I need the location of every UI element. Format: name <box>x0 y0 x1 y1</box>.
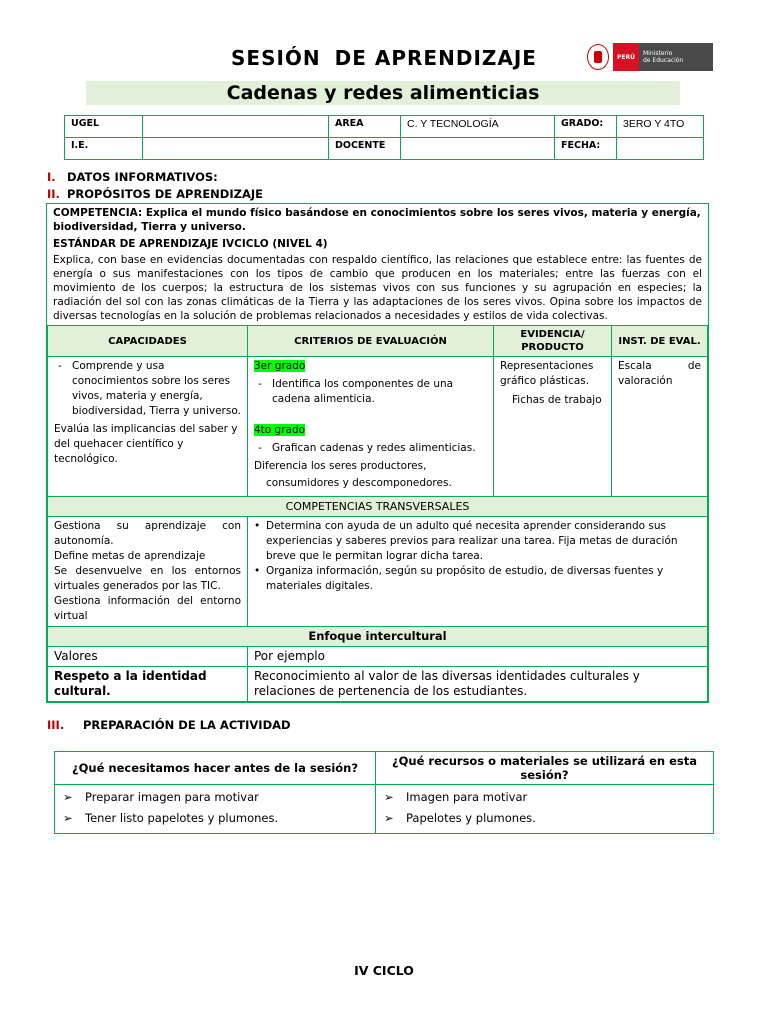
area-label: AREA <box>329 116 401 138</box>
transversales-left-cell <box>48 517 248 627</box>
header-inst: INST. DE EVAL. <box>612 326 708 357</box>
evidencia-cell <box>494 357 612 497</box>
prep-item: ➢ Preparar imagen para motivar <box>63 787 367 808</box>
criteria-table <box>47 325 708 702</box>
prep-col2-header: ¿Qué recursos o materiales se utilizará en esta sesión? <box>376 752 714 785</box>
criterios-cell <box>248 357 494 497</box>
ejemplo-text: Reconocimiento al valor de las diversas identidades culturales y relaciones de pertenencia de los estudiantes. <box>248 667 708 702</box>
transversales-title: COMPETENCIAS TRANSVERSALES <box>48 497 708 517</box>
prep-col1-header: ¿Qué necesitamos hacer antes de la sesión? <box>55 752 376 785</box>
fecha-value <box>617 138 704 160</box>
grade-label-3: 3er grado <box>254 360 306 372</box>
estandar-title: ESTÁNDAR DE APRENDIZAJE IVCICLO (NIVEL 4) <box>53 238 328 250</box>
prep-col2-items <box>376 785 714 834</box>
page-title: SESIÓN DE APRENDIZAJE <box>231 46 537 70</box>
prep-col1-items <box>55 785 376 834</box>
transversal-item: Gestiona su aprendizaje con autonomía. <box>54 520 241 547</box>
ugel-label: UGEL <box>65 116 143 138</box>
grado-label: GRADO: <box>555 116 617 138</box>
criterio-item: consumidores y descomponedores. <box>266 477 452 489</box>
coat-of-arms-icon <box>587 44 609 70</box>
competencia-text: COMPETENCIA: Explica el mundo físico basándose en conocimientos sobre los seres vivos, materia y energía, biodiversidad, Tierra y universo. <box>53 207 701 233</box>
capacidades-cell <box>48 357 248 497</box>
info-table <box>64 115 704 160</box>
transversal-item: Se desenvuelve en los entornos virtuales generados por las TIC. <box>54 565 241 592</box>
criterio-item: - Identifica los componentes de una cadena alimenticia. <box>254 377 487 407</box>
section-preparacion: III. PREPARACIÓN DE LA ACTIVIDAD <box>47 718 291 732</box>
estandar-text: Explica, con base en evidencias documentadas con respaldo científico, las relaciones que establece entre: las fuentes de energía o sus manifestaciones con los tipos de cambio que producen en los materiales; entre las fuerzas con el movimiento de los cuerpos; la estructura de los sistemas vivos con sus funciones y su agrupación en especies; la radiación del sol con las zonas climáticas de la Tierra y las adaptaciones de los seres vivos. Opina sobre los impactos de diversas tecnologías en la solución de problemas relacionados a necesidades y estilos de vida colectivas. <box>53 254 702 322</box>
docente-value <box>401 138 555 160</box>
prep-item: ➢ Tener listo papelotes y plumones. <box>63 808 367 829</box>
arrow-bullet-icon: ➢ <box>63 790 73 804</box>
ie-value <box>143 138 329 160</box>
criterio-item: - Grafican cadenas y redes alimenticias. <box>254 441 487 456</box>
fecha-label: FECHA: <box>555 138 617 160</box>
logo-ministry: Ministerio de Educación <box>639 43 713 71</box>
criterio-item: Diferencia los seres productores, <box>254 460 427 472</box>
arrow-bullet-icon: ➢ <box>63 811 73 825</box>
competencia-block <box>47 204 708 325</box>
transversal-item: Gestiona información del entorno virtual <box>54 595 241 622</box>
inst-cell: Escala de valoración <box>612 357 708 497</box>
footer-ciclo: IV CICLO <box>354 963 414 978</box>
docente-label: DOCENTE <box>329 138 401 160</box>
logo-country: PERÚ <box>613 43 639 71</box>
transversal-item: Define metas de aprendizaje <box>54 550 206 562</box>
section-datos-informativos: I. DATOS INFORMATIVOS: <box>47 170 218 184</box>
prep-item: ➢ Papelotes y plumones. <box>384 808 705 829</box>
competencia-box <box>46 203 709 703</box>
transversal-bullet: • Organiza información, según su propósito de estudio, de diversas fuentes y materiales digitales. <box>254 564 701 594</box>
header-criterios: CRITERIOS DE EVALUACIÓN <box>248 326 494 357</box>
valores-label: Valores <box>48 647 248 667</box>
grado-value: 3ERO Y 4TO <box>617 116 704 138</box>
session-subtitle: Cadenas y redes alimenticias <box>86 81 680 105</box>
valor-text: Respeto a la identidad cultural. <box>48 667 248 702</box>
preparation-table <box>54 751 714 834</box>
ministry-logo <box>587 43 713 71</box>
arrow-bullet-icon: ➢ <box>384 811 394 825</box>
evidencia-item: Fichas de trabajo <box>512 394 602 406</box>
arrow-bullet-icon: ➢ <box>384 790 394 804</box>
ie-label: I.E. <box>65 138 143 160</box>
grade-label-4: 4to grado <box>254 424 306 436</box>
area-value: C. Y TECNOLOGÍA <box>401 116 555 138</box>
ejemplo-label: Por ejemplo <box>248 647 708 667</box>
ugel-value <box>143 116 329 138</box>
capacidad-item: - Comprende y usa conocimientos sobre los seres vivos, materia y energía, biodiversidad, Tierra y universo. <box>54 359 241 419</box>
transversal-bullet: • Determina con ayuda de un adulto qué necesita aprender considerando sus experiencias y saberes previos para realizar una tarea. Fija metas de duración breve que le permitan lograr dicha tarea. <box>254 519 701 564</box>
enfoque-title: Enfoque intercultural <box>48 627 708 647</box>
header-capacidades: CAPACIDADES <box>48 326 248 357</box>
prep-item: ➢ Imagen para motivar <box>384 787 705 808</box>
transversales-right-cell <box>248 517 708 627</box>
section-propositos: II. PROPÓSITOS DE APRENDIZAJE <box>47 187 263 201</box>
capacidad-item: Evalúa las implicancias del saber y del quehacer científico y tecnológico. <box>54 423 238 465</box>
evidencia-item: Representaciones gráfico plásticas. <box>500 360 594 387</box>
header-evidencia: EVIDENCIA/ PRODUCTO <box>494 326 612 357</box>
